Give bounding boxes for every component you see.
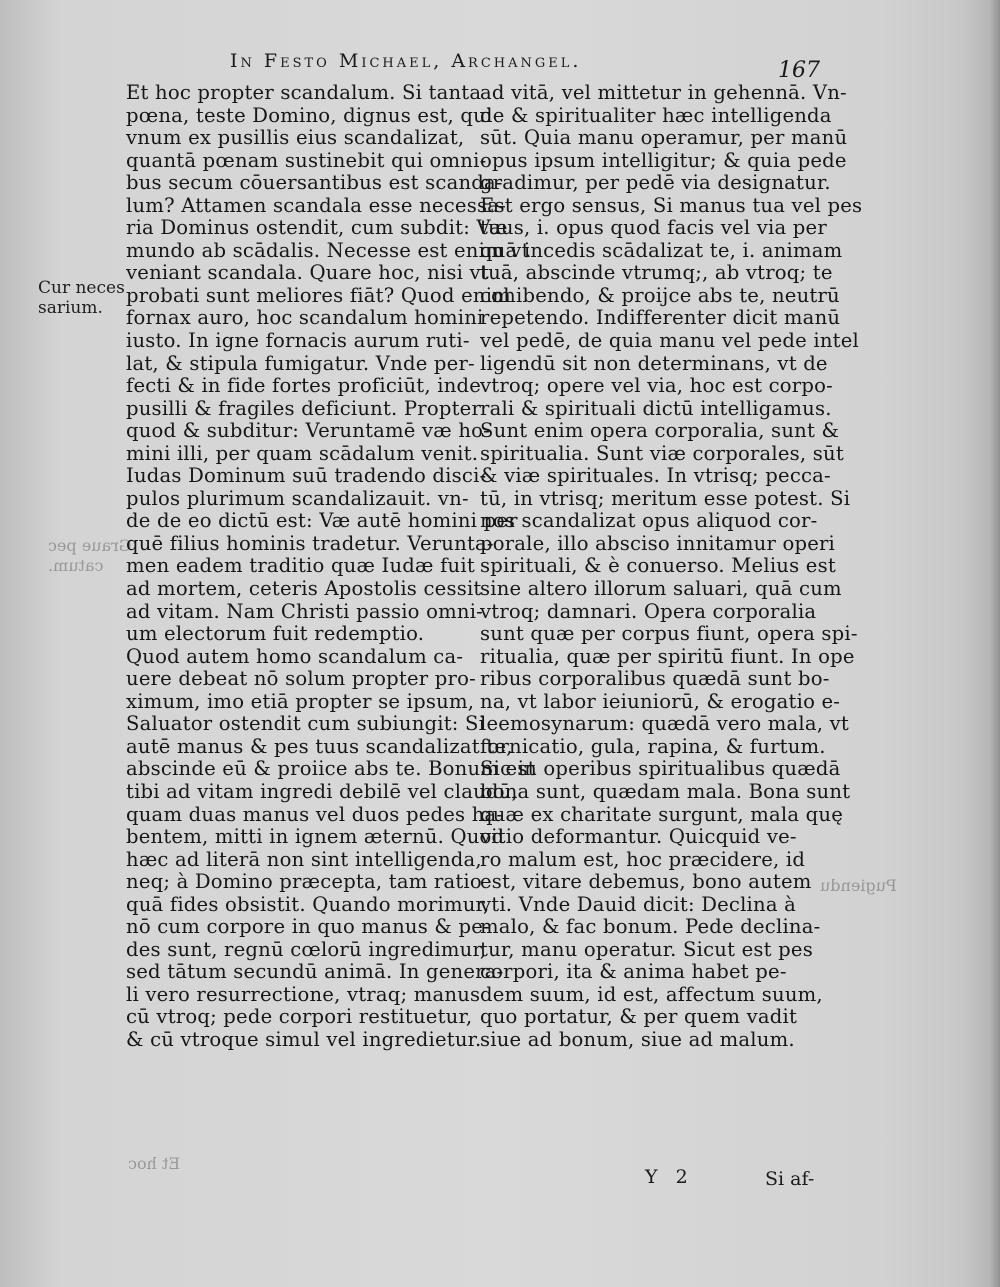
signature-mark: Y 2 bbox=[645, 1166, 694, 1188]
text-line: lat, & stipula fumigatur. Vnde per- bbox=[126, 351, 475, 375]
text-line: Iudas Dominum suū tradendo disci- bbox=[126, 464, 487, 488]
text-line: quæ ex charitate surgunt, mala quę bbox=[480, 802, 843, 826]
text-line: mundo ab scādalis. Necesse est enim vt bbox=[126, 238, 530, 262]
text-line: vtroq; opere vel via, hoc est corpo- bbox=[480, 374, 833, 398]
text-line: ligendū sit non determinans, vt de bbox=[480, 351, 828, 375]
text-line: & viæ spirituales. In vtrisq; pecca- bbox=[480, 464, 831, 488]
text-line: vnum ex pusillis eius scandalizat, bbox=[126, 126, 465, 150]
bleed-through-text: Et hoc bbox=[128, 1154, 181, 1173]
text-line: hæc ad literā non sint intelligenda, bbox=[126, 847, 482, 871]
text-line: rali & spirituali dictū intelligamus. bbox=[480, 396, 832, 420]
text-line: pusilli & fragiles deficiunt. Propter bbox=[126, 396, 482, 420]
text-line: fornax auro, hoc scandalum homini bbox=[126, 306, 484, 330]
text-line: gradimur, per pedē via designatur. bbox=[480, 171, 831, 195]
text-line: dem suum, id est, affectum suum, bbox=[480, 982, 823, 1006]
text-line: spirituali, & è conuerso. Melius est bbox=[480, 554, 836, 578]
text-line: veniant scandala. Quare hoc, nisi vt bbox=[126, 261, 489, 285]
text-line: cohibendo, & proijce abs te, neutrū bbox=[480, 283, 840, 307]
text-line: ria Dominus ostendit, cum subdit: Væ bbox=[126, 216, 508, 240]
text-line: quam duas manus vel duos pedes ha- bbox=[126, 802, 504, 826]
bleed-through-text: Pugiendu bbox=[820, 876, 897, 895]
text-line: de de eo dictū est: Væ autē homini per bbox=[126, 509, 518, 533]
text-line: vel pedē, de quia manu vel pede intel bbox=[480, 329, 860, 353]
text-line: vitio deformantur. Quicquid ve- bbox=[480, 825, 797, 849]
text-line: bus secum cōuersantibus est scanda- bbox=[126, 171, 503, 195]
text-line: tū, in vtrisq; meritum esse potest. Si bbox=[480, 486, 851, 510]
text-line: fornicatio, gula, rapina, & furtum. bbox=[480, 734, 826, 758]
text-line: Sic in operibus spiritualibus quædā bbox=[480, 757, 841, 781]
text-line: ritualia, quæ per spiritū fiunt. In ope bbox=[480, 644, 855, 668]
text-line: cū vtroq; pede corpori restituetur, bbox=[126, 1005, 473, 1029]
text-line: na, vt labor ieiuniorū, & erogatio e- bbox=[480, 689, 841, 713]
text-line: um electorum fuit redemptio. bbox=[126, 622, 425, 646]
text-line: tibi ad vitam ingredi debilē vel claudū, bbox=[126, 779, 518, 803]
bleed-through-text: catum. bbox=[48, 556, 104, 575]
text-line: nos scandalizat opus aliquod cor- bbox=[480, 509, 818, 533]
bleed-through-text: Graue pec bbox=[48, 536, 132, 555]
text-line: Et hoc propter scandalum. Si tanta bbox=[126, 81, 482, 104]
text-line: spiritualia. Sunt viæ corporales, sūt bbox=[480, 441, 844, 465]
text-line: quo portatur, & per quem vadit bbox=[480, 1005, 798, 1029]
text-line: vtroq; damnari. Opera corporalia bbox=[480, 599, 817, 623]
text-line: lum? Attamen scandala esse necessa- bbox=[126, 193, 506, 217]
text-line: malo, & fac bonum. Pede declina- bbox=[480, 915, 821, 939]
text-line: neq; à Domino præcepta, tam ratio bbox=[126, 870, 482, 894]
text-line: sūt. Quia manu operamur, per manū bbox=[480, 126, 848, 150]
text-line: pœna, teste Domino, dignus est, qui bbox=[126, 103, 493, 127]
marginal-note-line: Cur neces bbox=[38, 278, 125, 298]
text-line: siue ad bonum, siue ad malum. bbox=[480, 1027, 795, 1051]
text-line: leemosynarum: quædā vero mala, vt bbox=[480, 712, 849, 736]
text-line: Saluator ostendit cum subiungit: Si bbox=[126, 712, 486, 736]
text-line: nō cum corpore in quo manus & pe- bbox=[126, 915, 490, 939]
left-text-column bbox=[126, 81, 536, 1052]
text-line: ad vitam. Nam Christi passio omni- bbox=[126, 599, 483, 623]
text-line: uere debeat nō solum propter pro- bbox=[126, 667, 476, 691]
page-edge-shadow bbox=[990, 0, 1000, 1287]
text-line: sed tātum secundū animā. In genera- bbox=[126, 960, 504, 984]
text-line: ximum, imo etiā propter se ipsum, bbox=[126, 689, 475, 713]
text-line: Est ergo sensus, Si manus tua vel pes bbox=[480, 193, 863, 217]
text-line: opus ipsum intelligitur; & quia pede bbox=[480, 148, 847, 172]
text-line: abscinde eū & proiice abs te. Bonum est bbox=[126, 757, 536, 781]
text-line: mini illi, per quam scādalum venit. bbox=[126, 441, 479, 465]
text-line: des sunt, regnū cœlorū ingredimur, bbox=[126, 937, 487, 961]
text-line: ro malum est, hoc præcidere, id bbox=[480, 847, 806, 871]
marginal-note-line: sarium. bbox=[38, 298, 103, 318]
text-line: probati sunt meliores fiāt? Quod enim bbox=[126, 283, 511, 307]
text-line: li vero resurrectione, vtraq; manus bbox=[126, 982, 481, 1006]
running-title: In Festo Michael, Archangel. bbox=[230, 50, 582, 72]
text-line: de & spiritualiter hæc intelligenda bbox=[480, 103, 832, 127]
text-line: porale, illo absciso innitamur operi bbox=[480, 531, 836, 555]
text-line: tur, manu operatur. Sicut est pes bbox=[480, 937, 813, 961]
text-line: est, vitare debemus, bono autem bbox=[480, 870, 812, 894]
text-line: quē filius hominis tradetur. Verunta- bbox=[126, 531, 494, 555]
text-line: & cū vtroque simul vel ingredietur. bbox=[126, 1027, 482, 1051]
text-line: sine altero illorum saluari, quā cum bbox=[480, 577, 842, 601]
marginal-note bbox=[38, 278, 125, 318]
text-line: ad vitā, vel mittetur in gehennā. Vn- bbox=[480, 81, 847, 104]
text-line: quā fides obsistit. Quando morimur, bbox=[126, 892, 490, 916]
text-line: bona sunt, quædam mala. Bona sunt bbox=[480, 779, 851, 803]
text-line: repetendo. Indifferenter dicit manū bbox=[480, 306, 841, 330]
text-line: Sunt enim opera corporalia, sunt & bbox=[480, 419, 840, 443]
text-line: pulos plurimum scandalizauit. vn- bbox=[126, 486, 469, 510]
catchword: Si af- bbox=[765, 1168, 815, 1190]
text-line: tuus, i. opus quod facis vel via per bbox=[480, 216, 827, 240]
text-line: sunt quæ per corpus fiunt, opera spi- bbox=[480, 622, 858, 646]
text-line: ad mortem, ceteris Apostolis cessit bbox=[126, 577, 482, 601]
text-line: ribus corporalibus quædā sunt bo- bbox=[480, 667, 830, 691]
text-line: quā incedis scādalizat te, i. animam bbox=[480, 238, 843, 262]
text-line: vti. Vnde Dauid dicit: Declina à bbox=[480, 892, 797, 916]
text-line: corpori, ita & anima habet pe- bbox=[480, 960, 787, 984]
text-line: quantā pœnam sustinebit qui omni- bbox=[126, 148, 487, 172]
text-line: quod & subditur: Veruntamē væ ho- bbox=[126, 419, 490, 443]
text-line: tuā, abscinde vtrumq;, ab vtroq; te bbox=[480, 261, 833, 285]
text-line: iusto. In igne fornacis aurum ruti- bbox=[126, 329, 470, 353]
text-line: bentem, mitti in ignem æternū. Quod bbox=[126, 825, 505, 849]
text-line: fecti & in fide fortes proficiūt, inde bbox=[126, 374, 482, 398]
text-line: Quod autem homo scandalum ca- bbox=[126, 644, 464, 668]
folio-number: 167 bbox=[778, 58, 820, 83]
text-line: men eadem traditio quæ Iudæ fuit bbox=[126, 554, 475, 578]
text-line: autē manus & pes tuus scandalizat te, bbox=[126, 734, 513, 758]
